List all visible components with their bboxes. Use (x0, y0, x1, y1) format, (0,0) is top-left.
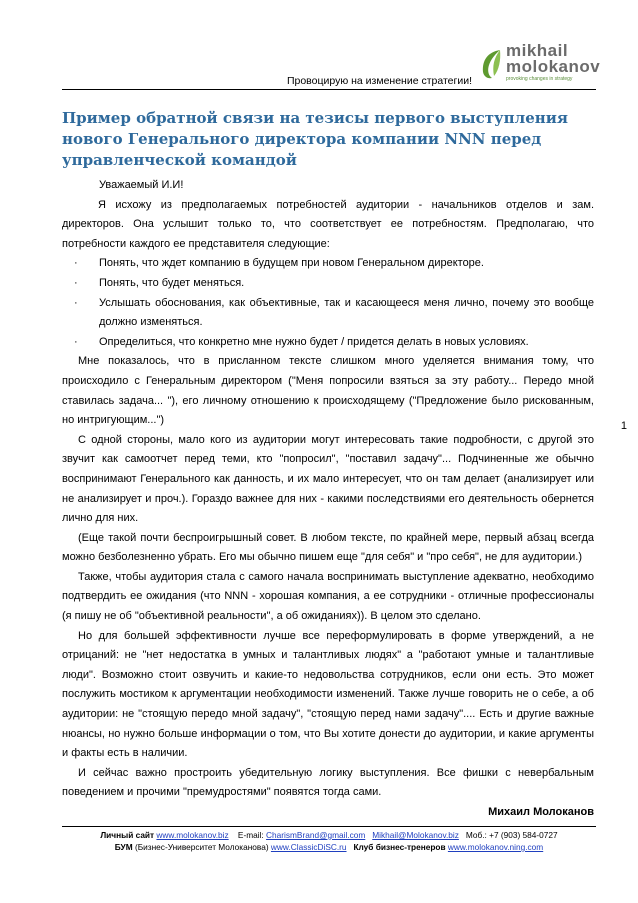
paragraph-reformulate: Но для большей эффективности лучше все переформулировать в форме утверждений, а не отрицаний: не "нет недостатка в умных и талантливых людях" а "работают умные и талантливые люди". Возможно стоит озвучить и какие-то недовольства сотрудников, если они есть. Это может послужить мостиком к аргументации необходимости изменений. Также лучше говорить не о себе, а об аудитории: не "стоящую передо мной задачу", "стоящую перед нами задачу".... Есть и другие важные нюансы, но нужно больше информации о том, что Вы хотите донести до аудитории, и какие аргументы и факты есть в наличии. (62, 629, 594, 760)
list-item-text: Понять, что ждет компанию в будущем при новом Генеральном директоре. (99, 257, 484, 270)
footer-contacts (62, 830, 596, 841)
list-item (62, 333, 594, 353)
logo-subtitle: provoking changes in strategy (506, 76, 573, 82)
list-item (62, 254, 594, 274)
paragraph-expectations: Также, чтобы аудитория стала с самого начала воспринимать выступление адекватно, необходимо подтвердить ее ожидания (что NNN - хорошая компания, а ее сотрудники - отличные профессионалы (я пишу не об "объективной реальности", а об ожиданиях)). В целом это сделано. (62, 570, 594, 623)
list-item-text: Услышать обоснования, как объективные, так и касающееся меня лично, почему это вообще должно изменяться. (99, 296, 594, 329)
footer-email-link-1[interactable]: CharismBrand@gmail.com (266, 830, 366, 840)
greeting: Уважаемый И.И! (99, 179, 184, 191)
paragraph-advice: (Еще такой почти беспроигрышный совет. В любом тексте, по крайней мере, первый абзац всегда можно безболезненно убрать. Его мы обычно пишем еще "для себя" и "про себя", не для аудитории.) (62, 531, 594, 564)
list-item-text: Определиться, что конкретно мне нужно будет / придется делать в новых условиях. (99, 335, 529, 348)
footer-phone: Моб.: +7 (903) 584-0727 (465, 830, 558, 840)
bullet-icon: · (74, 276, 78, 289)
signature: Михаил Молоканов (488, 806, 594, 818)
list-item (62, 294, 594, 333)
list-item (62, 274, 594, 294)
bullet-icon: · (74, 335, 78, 348)
footer-bum-desc: (Бизнес-Университет Молоканова) (134, 842, 269, 852)
header-tagline: Провоцирую на изменение стратегии! (286, 75, 472, 87)
header-divider (62, 89, 596, 90)
footer-bum-label: БУМ (114, 842, 133, 852)
paragraph-too-much-about-director: Мне показалось, что в присланном тексте слишком много уделяется внимания тому, что происходило с Генеральным директором ("Меня попросили взяться за эту работу... Передо мной ставилась задача... "), его личному отношению к происходящему ("Предложение было рискованным, но интригующим...") (62, 355, 594, 427)
document-title: Пример обратной связи на тезисы первого выступления нового Генерального директора компании NNN перед управленческой командой (62, 109, 568, 169)
paragraph-self-report: С одной стороны, мало кого из аудитории могут интересовать такие подробности, с другой это звучит как самоотчет перед теми, кто "попросил", "поставил задачу"... Подчиненные же обычно воспринимают Генерального как данность, и их мало интересует, что он там делает (анализирует или не анализирует и проч.). Гораздо важнее для них - какими последствиями его деятельность обернется лично для них. (62, 433, 594, 525)
footer-site-label: Личный сайт (100, 830, 155, 840)
page-footer (62, 826, 596, 866)
paragraph-logic: И сейчас важно простроить убедительную логику выступления. Все фишки с невербальным поведением и прочими "премудростями" появятся тогда сами. (62, 766, 594, 799)
bullet-icon: · (74, 296, 78, 309)
footer-divider (62, 826, 596, 827)
brand-logo (478, 41, 601, 86)
bullet-icon: · (74, 257, 78, 270)
list-item-text: Понять, что будет меняться. (99, 276, 245, 289)
footer-club-label: Клуб бизнес-тренеров (353, 842, 446, 852)
footer-bum-link[interactable]: www.ClassicDiSC.ru (270, 842, 347, 852)
footer-club-link[interactable]: www.molokanov.ning.com (447, 842, 544, 852)
logo-leaf-icon (480, 48, 502, 80)
logo-first-name: mikhail (506, 41, 569, 60)
logo-last-name: molokanov (506, 57, 601, 76)
letter-body (62, 176, 594, 823)
footer-site-link[interactable]: www.molokanov.biz (156, 830, 229, 840)
paragraph-audience-needs: Я исхожу из предполагаемых потребностей аудитории - начальников отделов и зам. директоров. Она услышит только то, что соответствует ее потребностям. Предполагаю, что потребности каждого ее представителя следующие: (62, 198, 594, 250)
page-header (62, 40, 601, 90)
footer-email-label: E-mail: (237, 830, 264, 840)
page-number: 1 (620, 420, 627, 432)
footer-projects (62, 842, 596, 853)
footer-email-link-2[interactable]: Mikhail@Molokanov.biz (372, 830, 459, 840)
